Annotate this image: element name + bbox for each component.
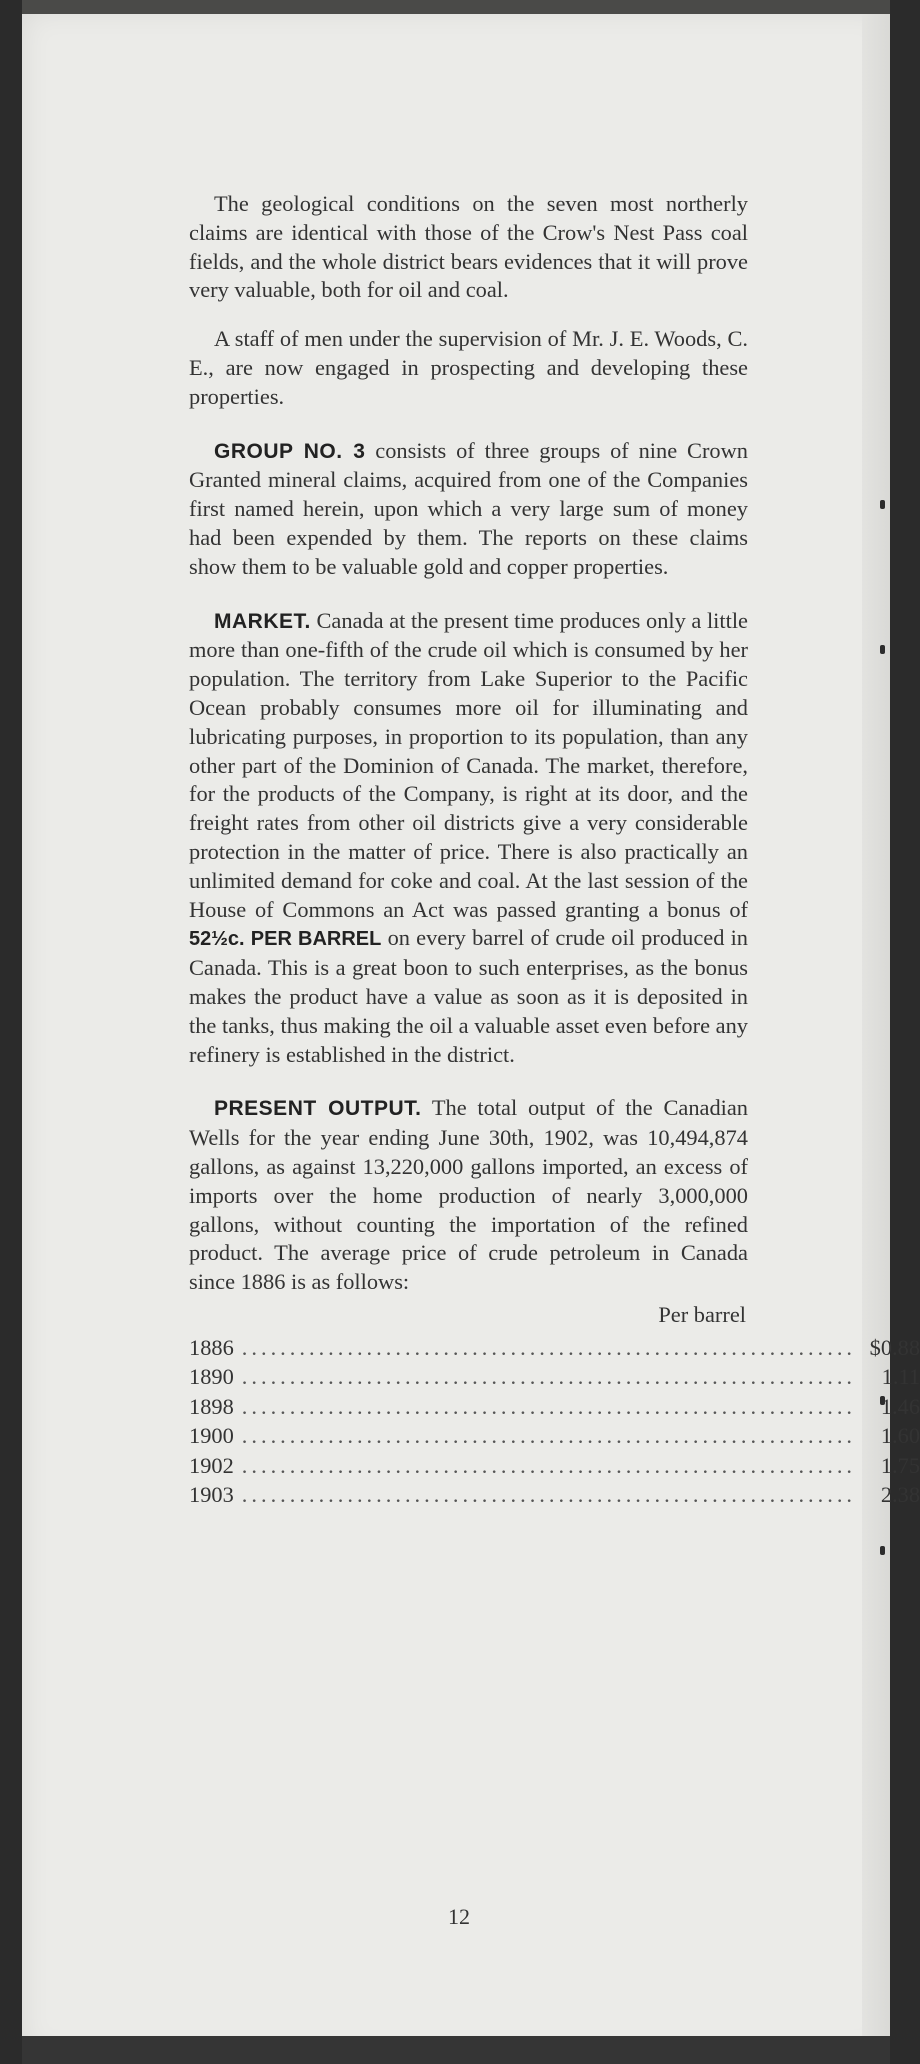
paragraph-text: consists of three groups of nine Crown Granted mineral claims, acquired from one of the Companies first named herein, upon which a very large sum of money had been expended by them. The reports on these claims show them to be valuable gold and copper properties.: [189, 437, 748, 579]
price-year: 1886: [189, 1334, 234, 1360]
price-value: $0.88: [869, 1334, 920, 1360]
paragraph-group-3: [189, 437, 748, 582]
edge-mark: [880, 645, 885, 654]
dot-leader: ................................................................: [241, 1393, 857, 1419]
price-value: 1.75: [880, 1452, 920, 1478]
dot-leader: ................................................................: [241, 1452, 857, 1478]
edge-mark: [880, 500, 885, 509]
paragraph-text: The total output of the Canadian Wells for the year ending June 30th, 1902, was 10,494,874 gallons, as against 13,220,000 gallons imported, an excess of imports over the home production of nearly 3,000,000 gallons, without counting the importation of the refined product. The average price of crude petroleum in Canada since 1886 is as follows:: [189, 1095, 748, 1295]
price-row: [189, 1363, 920, 1393]
dot-leader: ................................................................: [241, 1334, 857, 1360]
price-year: 1900: [189, 1423, 234, 1449]
price-year: 1898: [189, 1393, 234, 1419]
paragraph-text: Canada at the present time produces only a little more than one-fifth of the crude oil which is consumed by her population. The territory from Lake Superior to the Pacific Ocean probably consumes more oil for illuminating and lubricating purposes, in proportion to its population, than any other part of the Dominion of Canada. The market, therefore, for the products of the Company, is right at its door, and the freight rates from other oil districts give a very considerable protection in the matter of price. There is also practically an unlimited demand for coke and coal. At the last session of the House of Commons an Act was passed granting a bonus of: [189, 607, 748, 922]
price-value: 1.11: [881, 1364, 920, 1390]
dot-leader: ................................................................: [241, 1364, 857, 1390]
price-row: [189, 1452, 920, 1482]
section-heading: PRESENT OUTPUT.: [214, 1097, 422, 1121]
dot-leader: ................................................................: [241, 1423, 857, 1449]
section-heading: GROUP NO. 3: [214, 439, 366, 463]
dot-leader: ................................................................: [241, 1482, 857, 1508]
page-fold-shadow: [862, 14, 890, 2054]
paragraph-text: A staff of men under the supervision of Mr. J. E. Woods, C. E., are now engaged in prospecting and developing these properties.: [189, 326, 748, 409]
bonus-amount: 52½c. PER BARREL: [189, 928, 382, 951]
page-number: 12: [448, 1904, 470, 1929]
price-column-header: Per barrel: [658, 1301, 746, 1327]
paragraph-geology: [189, 190, 748, 305]
price-row: [189, 1334, 920, 1364]
paragraph-present-output: [189, 1094, 748, 1297]
price-value: 2.38: [880, 1482, 920, 1508]
price-row: [189, 1393, 920, 1423]
paragraph-staff: [189, 325, 748, 411]
price-row: [189, 1422, 920, 1452]
price-year: 1903: [189, 1482, 234, 1508]
paragraph-text: The geological conditions on the seven most northerly claims are identical with those of the Crow's Nest Pass coal fields, and the whole district bears evidences that it will prove very valuable, both for oil and coal.: [189, 191, 748, 303]
edge-mark: [880, 1546, 885, 1555]
document-body: [189, 190, 920, 1511]
paragraph-market: [189, 607, 748, 1070]
price-year: 1902: [189, 1452, 234, 1478]
paragraph-text: on every barrel of crude oil produced in Canada. This is a great boon to such enterprises, as the bonus makes the product have a value as soon as it is deposited in the tanks, thus making the oil a valuable asset even before any refinery is established in the district.: [189, 925, 748, 1067]
price-value: 1.46: [880, 1393, 920, 1419]
price-row: [189, 1481, 920, 1511]
section-heading: MARKET.: [214, 609, 311, 633]
page-bottom-edge: [22, 2036, 890, 2064]
price-year: 1890: [189, 1364, 234, 1390]
price-table: [189, 1334, 920, 1511]
price-value: 1.60: [880, 1423, 920, 1449]
page-top-edge: [22, 0, 890, 14]
